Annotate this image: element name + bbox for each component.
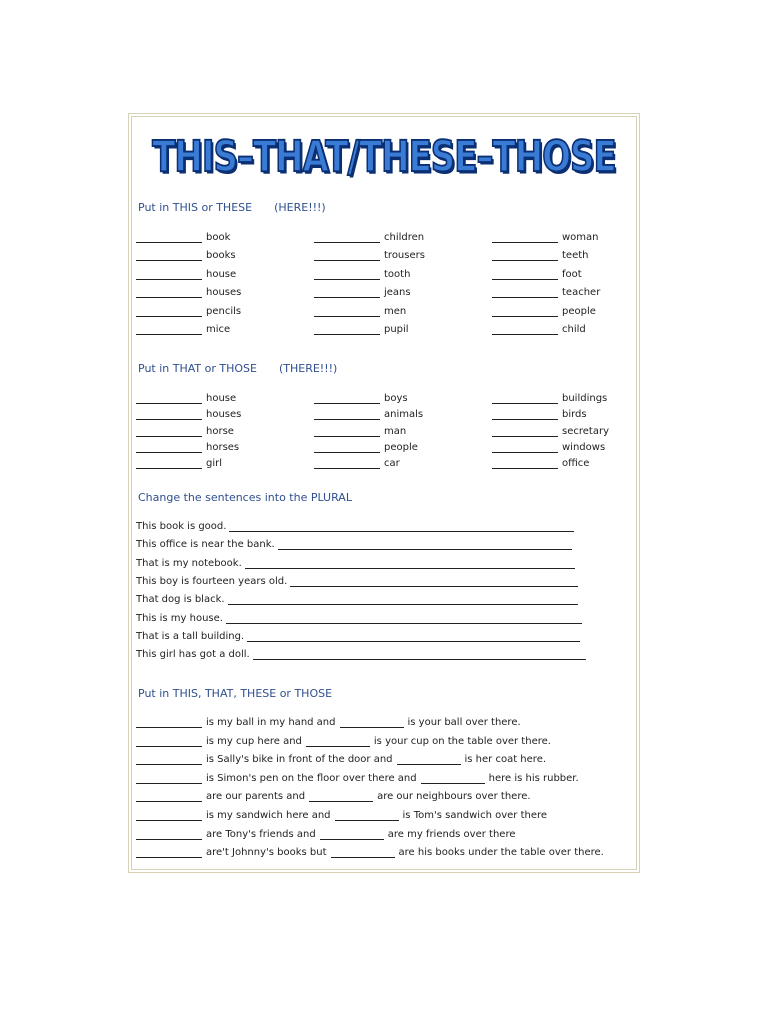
answer-blank[interactable] [314,394,380,404]
word-row [132,269,636,285]
word-item [136,232,230,243]
word-item [136,269,236,280]
answer-blank[interactable] [331,848,395,858]
answer-blank[interactable] [421,774,485,784]
sentence-part: is your ball over there. [407,717,521,728]
plural-sentence [136,594,578,605]
word-row [132,458,636,474]
answer-blank[interactable] [309,792,373,802]
word-item [136,409,241,420]
answer-blank[interactable] [314,288,380,298]
word-item [136,458,222,469]
answer-blank[interactable] [340,718,404,728]
word-item [314,442,418,453]
section2-hint: (THERE!!!) [278,362,338,375]
sentence-part: is her coat here. [464,754,547,766]
sentence-text: That is a tall building. [136,630,245,642]
answer-blank[interactable] [136,288,202,298]
word-row [132,287,636,303]
section2-heading [138,362,337,375]
word-item [314,458,400,469]
fill-in-sentence [136,736,551,747]
word-label: houses [206,409,242,421]
word-item [136,442,239,453]
sentence-part: are our parents and [206,791,306,803]
fill-in-sentence [136,773,579,784]
answer-blank[interactable] [136,427,202,437]
word-label: tooth [384,268,411,280]
sentence-text: This boy is fourteen years old. [136,575,288,587]
plural-sentence [136,558,575,569]
answer-blank[interactable] [136,325,202,335]
word-label: house [206,268,237,280]
fill-in-sentence [136,791,531,802]
word-label: books [206,250,236,262]
fill-in-sentence [136,810,547,821]
word-label: car [384,458,400,470]
answer-blank[interactable] [492,288,558,298]
answer-blank[interactable] [136,718,202,728]
word-item [492,287,600,298]
answer-blank[interactable] [314,307,380,317]
word-label: man [384,425,407,437]
plural-sentence [136,613,582,624]
word-label: jeans [384,287,411,299]
answer-blank[interactable] [492,394,558,404]
word-label: boys [384,393,408,404]
answer-blank[interactable] [136,251,202,261]
section1-instruction: Put in THIS or THESE [138,201,253,214]
word-item [492,442,605,453]
word-item [492,393,607,404]
answer-blank[interactable] [492,251,558,261]
word-label: pupil [384,324,409,335]
word-label: book [206,232,231,243]
word-label: windows [562,441,606,453]
word-item [136,393,236,404]
word-row [132,324,636,340]
word-item [314,393,408,404]
word-label: men [384,305,407,317]
sentence-text: This is my house. [136,612,223,624]
word-label: horse [206,425,234,437]
sentence-text: That dog is black. [136,594,225,606]
sentence-part: are't Johnny's books but [206,847,327,859]
section4-heading [138,687,332,700]
fill-in-sentence [136,829,516,840]
word-label: house [206,393,237,404]
word-item [136,306,241,317]
fill-in-sentence [136,847,604,858]
word-label: buildings [562,393,608,404]
sentence-part: is your cup on the table over there. [373,735,551,747]
answer-blank[interactable] [136,830,202,840]
answer-blank[interactable] [136,394,202,404]
sentence-part: are Tony's friends and [206,828,316,840]
word-item [136,426,234,437]
word-label: children [384,232,425,243]
answer-line[interactable] [290,577,578,587]
plural-sentence [136,631,580,642]
answer-blank[interactable] [314,233,380,243]
word-label: people [384,441,418,453]
answer-blank[interactable] [314,443,380,453]
plural-sentence [136,576,578,587]
word-label: woman [562,232,599,243]
answer-blank[interactable] [314,459,380,469]
word-label: child [562,324,586,335]
section1-heading [138,201,326,214]
word-item [136,250,236,261]
answer-line[interactable] [253,650,586,660]
word-item [492,426,609,437]
sentence-part: is my cup here and [206,735,302,747]
answer-blank[interactable] [136,811,202,821]
word-row [132,442,636,458]
answer-line[interactable] [229,522,574,532]
sentence-part: is Sally's bike in front of the door and [206,754,393,766]
sentence-part: here is his rubber. [488,772,579,784]
sentence-part: are our neighbours over there. [377,791,531,803]
section3-heading [138,491,352,504]
answer-line[interactable] [228,595,578,605]
word-label: teeth [562,250,589,262]
sentence-text: That is my notebook. [136,557,242,569]
answer-blank[interactable] [492,325,558,335]
sentence-part: are his books under the table over there. [398,847,604,859]
word-label: houses [206,287,242,299]
answer-blank[interactable] [492,459,558,469]
answer-blank[interactable] [492,427,558,437]
word-label: people [562,305,596,317]
plural-sentence [136,649,586,660]
answer-blank[interactable] [136,755,202,765]
answer-blank[interactable] [136,737,202,747]
answer-blank[interactable] [136,270,202,280]
answer-blank[interactable] [314,251,380,261]
word-label: secretary [562,425,609,437]
answer-line[interactable] [226,614,582,624]
word-item [314,287,411,298]
word-row [132,426,636,442]
answer-blank[interactable] [136,848,202,858]
word-label: girl [206,458,223,470]
answer-blank[interactable] [136,233,202,243]
sentence-part: is my sandwich here and [206,810,331,821]
sentence-part: is Tom's sandwich over there [402,810,548,821]
answer-blank[interactable] [397,755,461,765]
word-label: horses [206,441,240,453]
word-item [314,250,425,261]
sentence-text: This book is good. [136,521,227,532]
word-item [314,232,424,243]
word-label: office [562,458,590,470]
word-item [314,409,423,420]
answer-blank[interactable] [320,830,384,840]
word-label: foot [562,268,582,280]
word-label: trousers [384,250,425,262]
word-item [314,306,406,317]
sentence-part: is my ball in my hand and [206,717,336,728]
answer-blank[interactable] [492,410,558,420]
word-item [492,306,596,317]
word-item [492,324,586,335]
worksheet-title: THIS–THAT/THESE–THOSE [152,132,616,182]
word-item [492,409,587,420]
sentence-part: is Simon's pen on the floor over there and [206,772,417,784]
answer-blank[interactable] [136,774,202,784]
fill-in-sentence [136,717,521,728]
section1-hint: (HERE!!!) [274,201,326,214]
word-item [492,250,588,261]
answer-blank[interactable] [136,410,202,420]
answer-blank[interactable] [314,427,380,437]
worksheet [128,113,640,873]
answer-blank[interactable] [136,443,202,453]
word-item [492,232,599,243]
fill-in-sentence [136,754,546,765]
answer-blank[interactable] [492,307,558,317]
word-row [132,409,636,425]
section3-instruction: Change the sentences into the PLURAL [138,491,352,504]
word-label: animals [384,409,424,421]
word-item [314,269,410,280]
sentence-part: are my friends over there [387,828,516,840]
section2-instruction: Put in THAT or THOSE [138,362,257,375]
word-row [132,232,636,248]
word-item [136,287,241,298]
answer-blank[interactable] [492,270,558,280]
answer-blank[interactable] [335,811,399,821]
plural-sentence [136,521,574,532]
answer-blank[interactable] [492,443,558,453]
word-row [132,393,636,409]
plural-sentence [136,539,572,550]
word-item [314,426,406,437]
answer-blank[interactable] [314,410,380,420]
word-item [314,324,409,335]
section4-instruction: Put in THIS, THAT, THESE or THOSE [138,687,333,700]
answer-blank[interactable] [314,270,380,280]
answer-blank[interactable] [314,325,380,335]
word-item [136,324,230,335]
answer-blank[interactable] [492,233,558,243]
answer-line[interactable] [278,540,572,550]
word-item [492,458,589,469]
word-label: teacher [562,287,601,299]
word-label: pencils [206,305,242,317]
answer-blank[interactable] [136,792,202,802]
word-row [132,306,636,322]
word-row [132,250,636,266]
answer-line[interactable] [247,632,580,642]
word-item [492,269,582,280]
answer-line[interactable] [245,559,575,569]
sentence-text: This girl has got a doll. [136,649,250,661]
word-label: birds [562,409,587,421]
answer-blank[interactable] [306,737,370,747]
answer-blank[interactable] [136,459,202,469]
word-label: mice [206,324,231,335]
sentence-text: This office is near the bank. [136,539,275,551]
answer-blank[interactable] [136,307,202,317]
